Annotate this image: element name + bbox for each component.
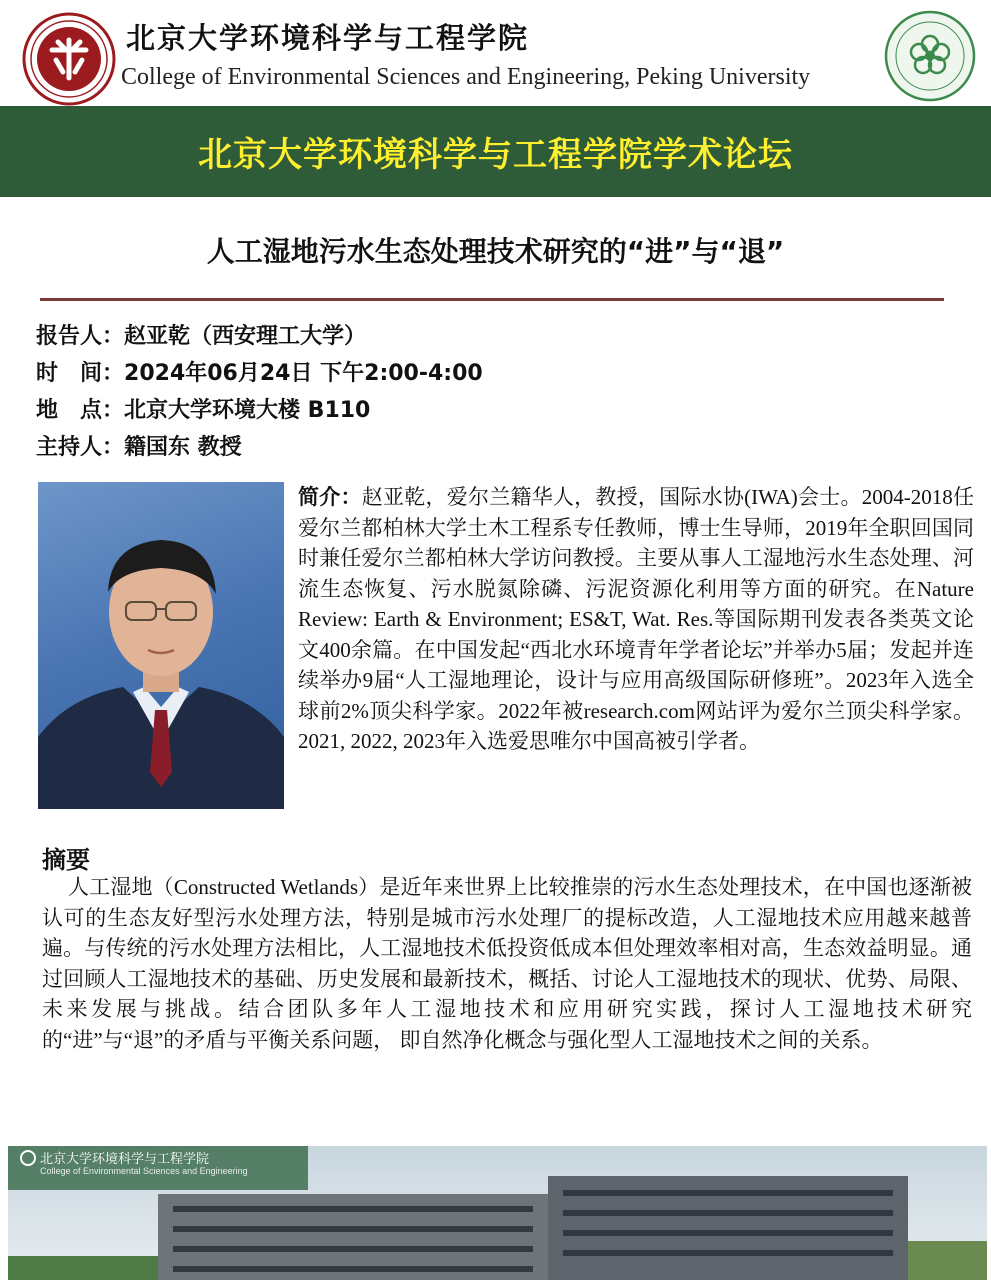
host-value: 籍国东 教授: [124, 435, 242, 460]
place-row: [36, 392, 483, 429]
college-seal-icon: [884, 10, 976, 102]
host-label: 主持人：: [36, 435, 125, 460]
speaker-photo: [38, 482, 284, 809]
college-name-en: College of Environmental Sciences and Engineering, Peking University: [121, 64, 811, 90]
footer-sign-cn: 北京大学环境科学与工程学院: [40, 1152, 210, 1167]
time-row: [36, 355, 483, 392]
title-divider: [40, 298, 944, 301]
forum-banner: [0, 106, 991, 197]
talk-title: 人工湿地污水生态处理技术研究的“进”与“退”: [206, 235, 785, 268]
time-value: 2024年06月24日 下午2:00-4:00: [124, 361, 483, 386]
bio-text: 赵亚乾，爱尔兰籍华人，教授，国际水协(IWA)会士。2004-2018任爱尔兰都柏林大学土木工程系专任教师，博士生导师，2019年全职回国同时兼任爱尔兰都柏林大学访问教授。主要从事人工湿地污水生态处理、河流生态恢复、污水脱氮除磷、污泥资源化利用等方面的研究。在Nature Review: Earth & Environment; ES&T, Wat. Res.等国际期刊发表各类英文论文400余篇。在中国发起“西北水环境青年学者论坛”并举办5届；发起并连续举办9届“人工湿地理论，设计与应用高级国际研修班”。2023年入选全球前2%顶尖科学家。2022年被research.com网站评为爱尔兰顶尖科学家。2021, 2022, 2023年入选爱思唯尔中国高被引学者。: [298, 485, 974, 753]
place-label: 地 点：: [36, 398, 125, 423]
speaker-value: 赵亚乾（西安理工大学）: [124, 324, 367, 349]
college-seal-small-icon: [20, 1150, 36, 1166]
abstract-heading: 摘要: [42, 846, 90, 874]
talk-info: [36, 318, 483, 466]
speaker-label: 报告人：: [36, 324, 125, 349]
header: [0, 0, 991, 106]
speaker-portrait-illustration: [38, 482, 284, 809]
peking-university-seal-icon: [22, 12, 116, 106]
time-label: 时 间：: [36, 361, 125, 386]
building-photo: [8, 1146, 987, 1280]
forum-banner-title: 北京大学环境科学与工程学院学术论坛: [198, 135, 793, 175]
footer-sign-en: College of Environmental Sciences and Engineering: [40, 1166, 248, 1176]
speaker-row: [36, 318, 483, 355]
abstract-text: 人工湿地（Constructed Wetlands）是近年来世界上比较推崇的污水生态处理技术，在中国也逐渐被认可的生态友好型污水处理方法，特别是城市污水处理厂的提标改造，人工湿地技术应用越来越普遍。与传统的污水处理方法相比，人工湿地技术低投资低成本但处理效率相对高，生态效益明显。通过回顾人工湿地技术的基础、历史发展和最新技术，概括、讨论人工湿地技术的现状、优势、局限、未来发展与挑战。结合团队多年人工湿地技术和应用研究实践，探讨人工湿地技术研究的“进”与“退”的矛盾与平衡关系问题， 即自然净化概念与强化型人工湿地技术之间的关系。: [42, 875, 972, 1052]
bio-label: 简介：: [298, 485, 362, 509]
host-row: [36, 429, 483, 466]
speaker-bio: [298, 482, 974, 757]
place-value: 北京大学环境大楼 B110: [124, 398, 371, 423]
college-name-cn: 北京大学环境科学与工程学院: [126, 21, 530, 55]
